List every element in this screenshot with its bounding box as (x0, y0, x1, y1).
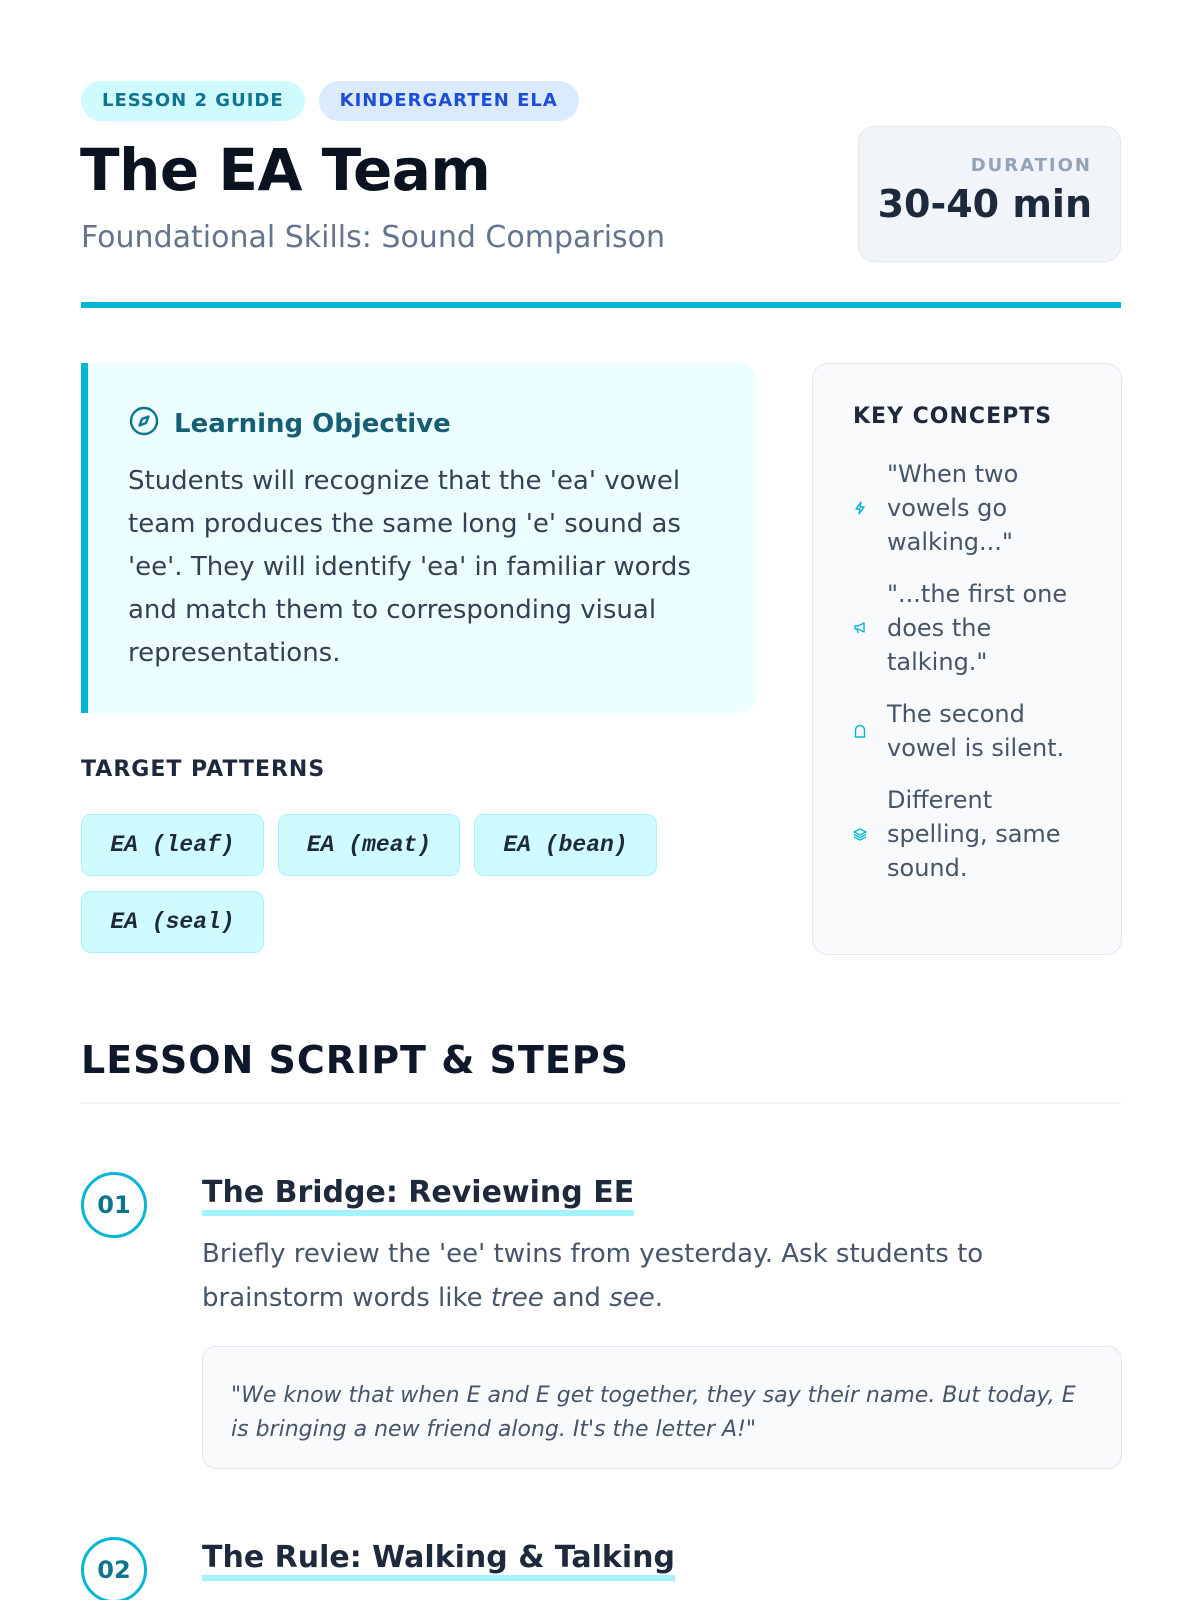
grade-tag: KINDERGARTEN ELA (319, 81, 579, 121)
pattern-chip: EA (leaf) (81, 814, 264, 876)
step-title: The Bridge: Reviewing EE (202, 1176, 634, 1216)
step-number: 01 (81, 1172, 147, 1238)
step-description-text: . (654, 1283, 664, 1313)
header-divider (81, 302, 1121, 308)
section-divider (81, 1102, 1121, 1104)
compass-icon (128, 405, 160, 442)
key-concepts-list (853, 457, 1091, 885)
step-description (202, 1232, 1122, 1320)
concept-item (853, 697, 1091, 765)
duration-label: DURATION (970, 155, 1092, 176)
page-title: The EA Team (80, 136, 491, 204)
concept-text: "...the first one does the talking." (887, 580, 1068, 676)
megaphone-icon (853, 621, 867, 635)
script-quote: "We know that when E and E get together, they say their name. But today, E is bringing a new friend along. It's the letter A!" (202, 1346, 1122, 1469)
learning-objective-card (81, 363, 756, 713)
section-title: LESSON SCRIPT & STEPS (81, 1038, 630, 1082)
key-concepts-title: KEY CONCEPTS (853, 404, 1053, 429)
concept-item (853, 783, 1091, 885)
concept-text: Different spelling, same sound. (887, 786, 1061, 882)
step-description-text: Briefly review the 'ee' twins from yesterday. Ask students to brainstorm words like (202, 1239, 984, 1313)
example-word: see (609, 1283, 655, 1313)
duration-value: 30-40 min (877, 182, 1092, 226)
step-description-text: and (543, 1283, 610, 1313)
objective-text: Students will recognize that the 'ea' vowel team produces the same long 'e' sound as 'ee'. They will identify 'ea' in familiar words and match them to corresponding visual representations. (128, 466, 691, 668)
concept-text: "When two vowels go walking..." (887, 460, 1019, 556)
bolt-icon (853, 501, 867, 515)
duration-card (858, 126, 1121, 262)
page-subtitle: Foundational Skills: Sound Comparison (81, 220, 666, 255)
target-patterns-heading: TARGET PATTERNS (81, 757, 326, 782)
ghost-icon (853, 724, 867, 738)
pattern-chip: EA (bean) (474, 814, 657, 876)
target-patterns-list (81, 814, 681, 953)
concept-item (853, 457, 1091, 559)
concept-item (853, 577, 1091, 679)
step-title: The Rule: Walking & Talking (202, 1541, 675, 1581)
lesson-tag: LESSON 2 GUIDE (81, 81, 305, 121)
key-concepts-card (812, 363, 1122, 955)
concept-text: The second vowel is silent. (887, 700, 1065, 762)
objective-title: Learning Objective (174, 408, 451, 439)
layers-icon (853, 827, 867, 841)
example-word: tree (490, 1283, 544, 1313)
step-number: 02 (81, 1537, 147, 1600)
pattern-chip: EA (meat) (278, 814, 460, 876)
pattern-chip: EA (seal) (81, 891, 264, 953)
objective-header (128, 405, 716, 442)
tag-list (81, 81, 579, 121)
